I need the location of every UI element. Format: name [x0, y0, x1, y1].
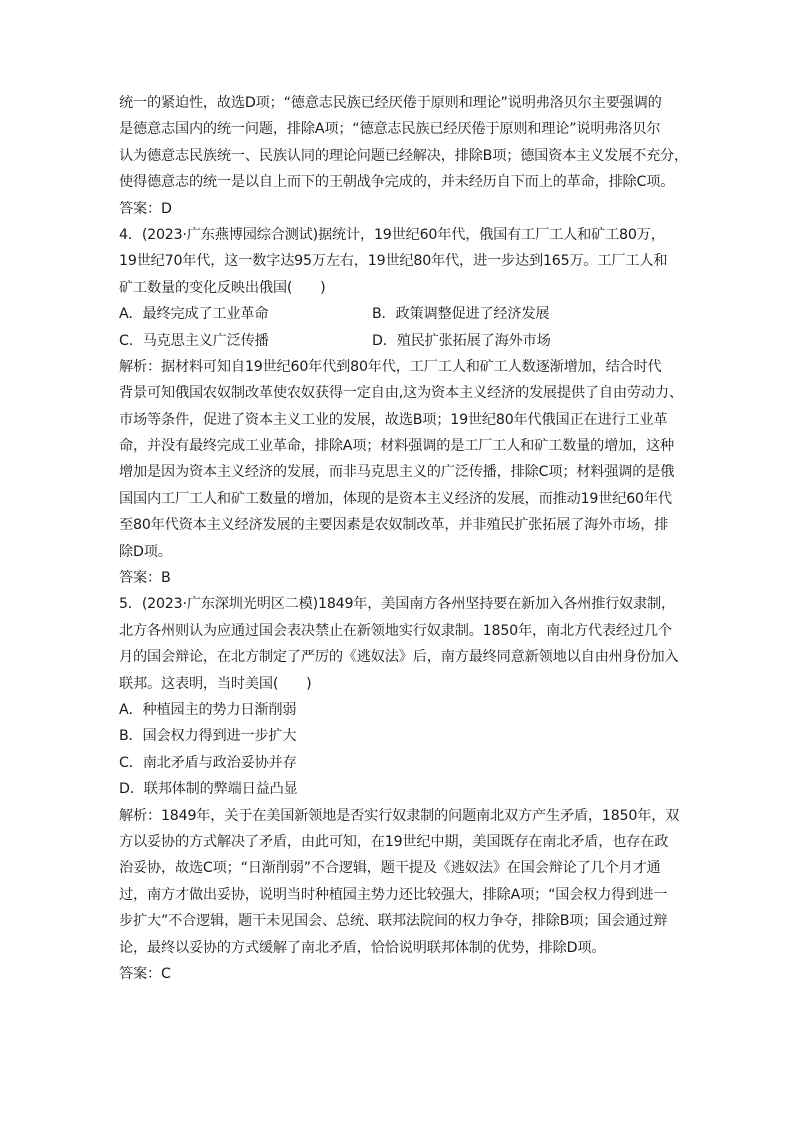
text-line: 市场等条件，促进了资本主义工业的发展，故选B项；19世纪80年代俄国正在进行工业革: [119, 411, 668, 428]
q5-answer: 答案：C: [119, 965, 171, 982]
q4-option-b: B．政策调整促进了经济发展: [372, 306, 550, 323]
text-line: 统一的紧迫性，故选D项；“德意志民族已经厌倦于原则和理论”说明弗洛贝尔主要强调的: [119, 95, 662, 111]
text-line: 是德意志国内的统一问题，排除A项；“德意志民族已经厌倦于原则和理论”说明弗洛贝尔: [119, 121, 661, 138]
question-4: [119, 222, 683, 591]
text-line: 背景可知俄国农奴制改革使农奴获得一定自由,这为资本主义经济的发展提供了自由劳动力、: [119, 385, 683, 402]
q4-options-row-1: [119, 301, 679, 327]
q5-option-d: D．联邦体制的弊端日益凸显: [119, 781, 298, 798]
text-line: 矿工数量的变化反映出俄国( ): [119, 279, 326, 296]
text-line: 命，并没有最终完成工业革命，排除A项；材料强调的是工厂工人和矿工数量的增加，这种: [119, 438, 675, 455]
text-line: 解析：1849年，关于在美国新领地是否实行奴隶制的问题南北双方产生矛盾，1850年，双: [119, 807, 680, 824]
q4-option-d: D．殖民扩张拓展了海外市场: [372, 332, 551, 349]
q5-option-c: C．南北矛盾与政治妥协并存: [119, 754, 297, 771]
text-line: 4．(2023·广东燕博园综合测试)据统计，19世纪60年代，俄国有工厂工人和矿工80万，: [119, 226, 665, 243]
text-line: 方以妥协的方式解决了矛盾，由此可知，在19世纪中期，美国既存在南北矛盾，也存在政: [119, 833, 669, 850]
q5-analysis: [119, 803, 679, 961]
q4-options-row-2: [119, 328, 679, 354]
q5-stem: [119, 591, 679, 697]
question-5: [119, 591, 679, 987]
text-line: 增加是因为资本主义经济的发展，而非马克思主义的广泛传播，排除C项；材料强调的是俄: [119, 464, 675, 481]
text-line: 使得德意志的统一是以自上而下的王朝战争完成的，并未经历自下而上的革命，排除C项。: [119, 174, 675, 191]
text-line: 北方各州则认为应通过国会表决禁止在新领地实行奴隶制。1850年，南北方代表经过几个: [119, 622, 672, 639]
q3-analysis-continuation: [119, 90, 689, 196]
q5-option-b: B．国会权力得到进一步扩大: [119, 728, 297, 745]
text-line: 除D项。: [119, 543, 172, 560]
q5-option-a: A．种植园主的势力日渐削弱: [119, 701, 297, 718]
text-line: 19世纪70年代，这一数字达95万左右，19世纪80年代，进一步达到165万。工厂工人和: [119, 253, 668, 270]
text-line: 解析：据材料可知自19世纪60年代到80年代，工厂工人和矿工人数逐渐增加，结合时代: [119, 358, 662, 375]
q3-answer: 答案：D: [119, 200, 172, 217]
text-line: 认为德意志民族统一、民族认同的理论问题已经解决，排除B项；德国资本主义发展不充分，: [119, 147, 689, 164]
q4-stem: [119, 222, 679, 301]
text-line: 月的国会辩论，在北方制定了严厉的《逃奴法》后，南方最终同意新领地以自由州身份加入: [119, 649, 679, 666]
text-line: 5．(2023·广东深圳光明区二模)1849年，美国南方各州坚持要在新加入各州推行奴隶制，: [119, 596, 676, 613]
q4-option-c: C．马克思主义广泛传播: [119, 332, 269, 349]
text-line: 过，南方才做出妥协，说明当时种植园主势力还比较强大，排除A项；“国会权力得到进一: [119, 886, 668, 903]
text-line: 国国内工厂工人和矿工数量的增加，体现的是资本主义经济的发展，而推动19世纪60年代: [119, 490, 672, 507]
text-line: 论，最终以妥协的方式缓解了南北矛盾，恰恰说明联邦体制的优势，排除D项。: [119, 939, 606, 956]
text-line: 联邦。这表明，当时美国( ): [119, 675, 312, 692]
q4-option-a: A．最终完成了工业革命: [119, 306, 269, 323]
q4-answer: 答案：B: [119, 570, 171, 587]
text-line: 步扩大”不合逻辑，题干未见国会、总统、联邦法院间的权力争夺，排除B项；国会通过辩: [119, 913, 668, 930]
q4-analysis: [119, 354, 683, 565]
text-line: 至80年代资本主义经济发展的主要因素是农奴制改革，并非殖民扩张拓展了海外市场，排: [119, 517, 669, 534]
text-line: 治妥协，故选C项；“日渐削弱”不合逻辑，题干提及《逃奴法》在国会辩论了几个月才通: [119, 860, 661, 877]
document-page: [119, 90, 689, 987]
